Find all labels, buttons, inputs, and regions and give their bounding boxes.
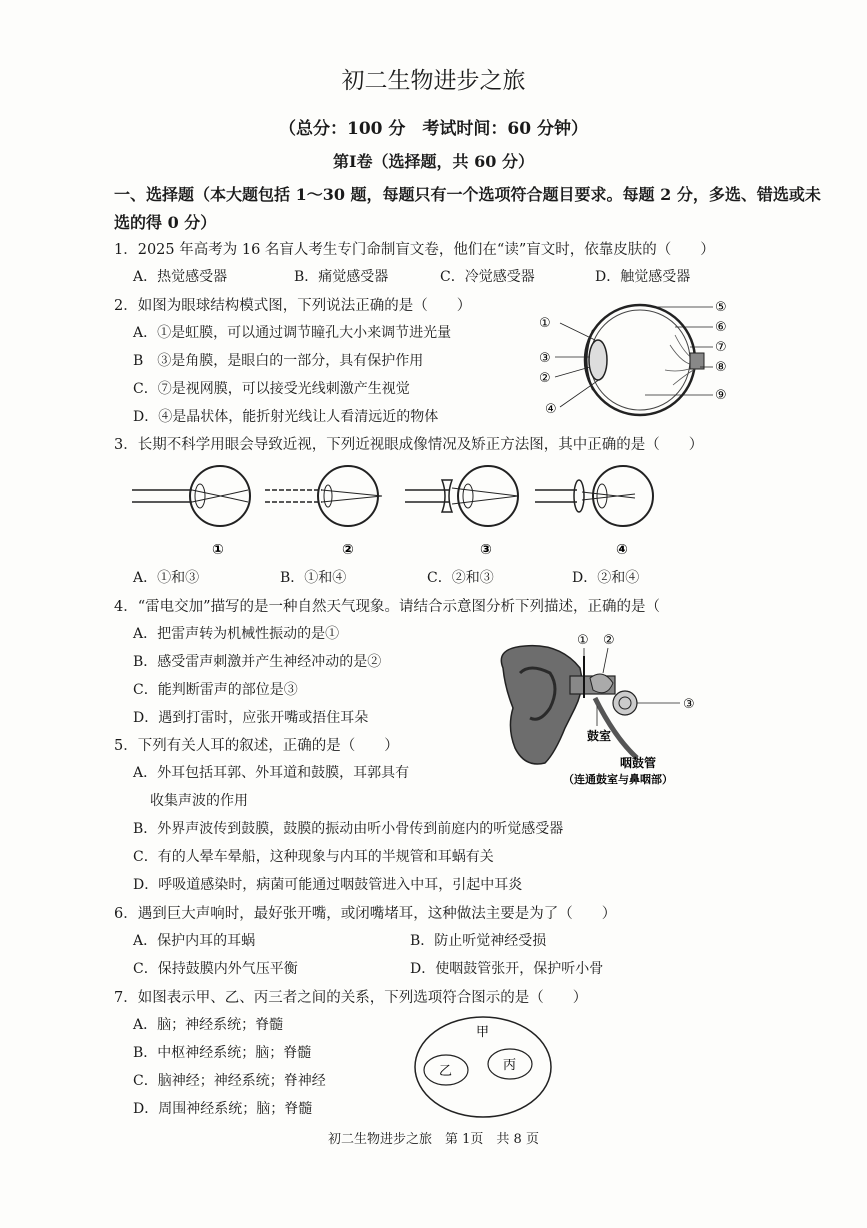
- q4-option-c: C．能判断雷声的部位是③: [133, 682, 298, 698]
- ear-label-eustachian-tube: 咽鼓管: [620, 756, 657, 770]
- venn-label-yi: 乙: [439, 1064, 453, 1079]
- q5-option-a: A．外耳包括耳郭、外耳道和鼓膜，耳郭具有: [133, 765, 410, 781]
- ear-label-3: ③: [683, 697, 695, 712]
- q1-option-c: C．冷觉感受器: [440, 269, 535, 285]
- eye-label-3: ③: [539, 351, 551, 366]
- eye-label-1: ①: [539, 316, 551, 331]
- venn-label-jia: 甲: [476, 1025, 490, 1040]
- lens-figure-4: [535, 466, 653, 558]
- q6-option-d: D．使咽鼓管张开，保护听小骨: [410, 961, 604, 977]
- question-5-stem: 5．下列有关人耳的叙述，正确的是（ ）: [114, 738, 399, 754]
- page-footer: 初二生物进步之旅 第 1页 共 8 页: [328, 1132, 539, 1147]
- q6-option-b: B．防止听觉神经受损: [410, 933, 547, 949]
- q7-option-a: A．脑；神经系统；脊髓: [133, 1017, 284, 1033]
- eye-label-2: ②: [539, 371, 551, 386]
- q1-option-b: B．痛觉感受器: [294, 269, 389, 285]
- q5-option-a-cont: 收集声波的作用: [150, 793, 248, 809]
- lens-label-1: ①: [212, 542, 224, 558]
- ear-label-1: ①: [577, 633, 589, 648]
- q2-option-c: C．⑦是视网膜，可以接受光线刺激产生视觉: [133, 381, 410, 397]
- q3-option-c: C．②和③: [427, 570, 494, 586]
- eye-label-7: ⑦: [715, 340, 727, 355]
- lens-figure-2: [265, 466, 382, 558]
- eye-label-5: ⑤: [715, 300, 727, 315]
- eye-label-6: ⑥: [715, 320, 727, 335]
- q7-option-d: D．周围神经系统；脑；脊髓: [133, 1101, 313, 1117]
- question-3-stem: 3．长期不科学用眼会导致近视，下列近视眼成像情况及矫正方法图，其中正确的是（ ）: [114, 437, 704, 453]
- lens-figure-3: [405, 466, 518, 558]
- q5-option-b: B．外界声波传到鼓膜，鼓膜的振动由听小骨传到前庭内的听觉感受器: [133, 821, 564, 837]
- q7-option-b: B．中枢神经系统；脑；脊髓: [133, 1045, 312, 1061]
- q4-option-d: D．遇到打雷时，应张开嘴或捂住耳朵: [133, 710, 369, 726]
- q5-option-d: D．呼吸道感染时，病菌可能通过咽鼓管进入中耳，引起中耳炎: [133, 877, 523, 893]
- q7-option-c: C．脑神经；神经系统；脊神经: [133, 1073, 326, 1089]
- q1-option-a: A．热觉感受器: [133, 269, 228, 285]
- q2-option-b: B ③是角膜，是眼白的一部分，具有保护作用: [133, 353, 424, 369]
- set-relationship-diagram: [410, 1012, 560, 1122]
- eye-label-4: ④: [545, 402, 557, 417]
- lens-label-2: ②: [342, 542, 354, 558]
- ear-label-tympanic-cavity: 鼓室: [587, 729, 612, 743]
- page-title: 初二生物进步之旅: [341, 68, 526, 94]
- eye-label-9: ⑨: [715, 388, 727, 403]
- q2-option-a: A．①是虹膜，可以通过调节瞳孔大小来调节进光量: [133, 325, 452, 341]
- q2-option-d: D．④是晶状体，能折射光线让人看清远近的物体: [133, 409, 439, 425]
- lens-label-4: ④: [616, 542, 628, 558]
- question-6-stem: 6．遇到巨大声响时，最好张开嘴，或闭嘴堵耳，这种做法主要是为了（ ）: [114, 906, 617, 922]
- q3-option-d: D．②和④: [572, 570, 640, 586]
- q6-option-a: A．保护内耳的耳蜗: [133, 933, 256, 949]
- lens-figure-1: [132, 466, 250, 558]
- q3-option-a: A．①和③: [133, 570, 200, 586]
- eyeball-diagram: [535, 295, 735, 425]
- question-7-stem: 7．如图表示甲、乙、丙三者之间的关系，下列选项符合图示的是（ ）: [114, 990, 588, 1006]
- ear-diagram: [485, 628, 710, 813]
- eye-label-8: ⑧: [715, 360, 727, 375]
- section-heading: 一、选择题（本大题包括 1～30 题，每题只有一个选项符合题目要求。每题 2 分，多选、错选或未选的得 0 分）: [114, 185, 821, 232]
- q5-option-c: C．有的人晕车晕船，这种现象与内耳的半规管和耳蜗有关: [133, 849, 494, 865]
- exam-info: （总分：100 分 考试时间：60 分钟）: [279, 119, 588, 139]
- question-4-stem: 4．“雷电交加”描写的是一种自然天气现象。请结合示意图分析下列描述，正确的是（: [114, 599, 661, 615]
- q4-option-b: B．感受雷声刺激并产生神经冲动的是②: [133, 654, 382, 670]
- question-1-stem: 1．2025 年高考为 16 名盲人考生专门命制盲文卷，他们在“读”盲文时，依靠皮肤的（ ）: [114, 242, 715, 258]
- q3-option-b: B．①和④: [280, 570, 347, 586]
- part-heading: 第Ⅰ卷（选择题，共 60 分）: [333, 152, 534, 171]
- ear-label-2: ②: [603, 633, 615, 648]
- venn-label-bing: 丙: [503, 1058, 517, 1073]
- question-2-stem: 2．如图为眼球结构模式图，下列说法正确的是（ ）: [114, 298, 472, 314]
- myopia-lens-figures: [130, 458, 670, 558]
- q6-option-c: C．保持鼓膜内外气压平衡: [133, 961, 298, 977]
- q4-option-a: A．把雷声转为机械性振动的是①: [133, 626, 340, 642]
- lens-label-3: ③: [480, 542, 492, 558]
- ear-label-eustachian-note: （连通鼓室与鼻咽部）: [563, 773, 673, 786]
- q1-option-d: D．触觉感受器: [595, 269, 691, 285]
